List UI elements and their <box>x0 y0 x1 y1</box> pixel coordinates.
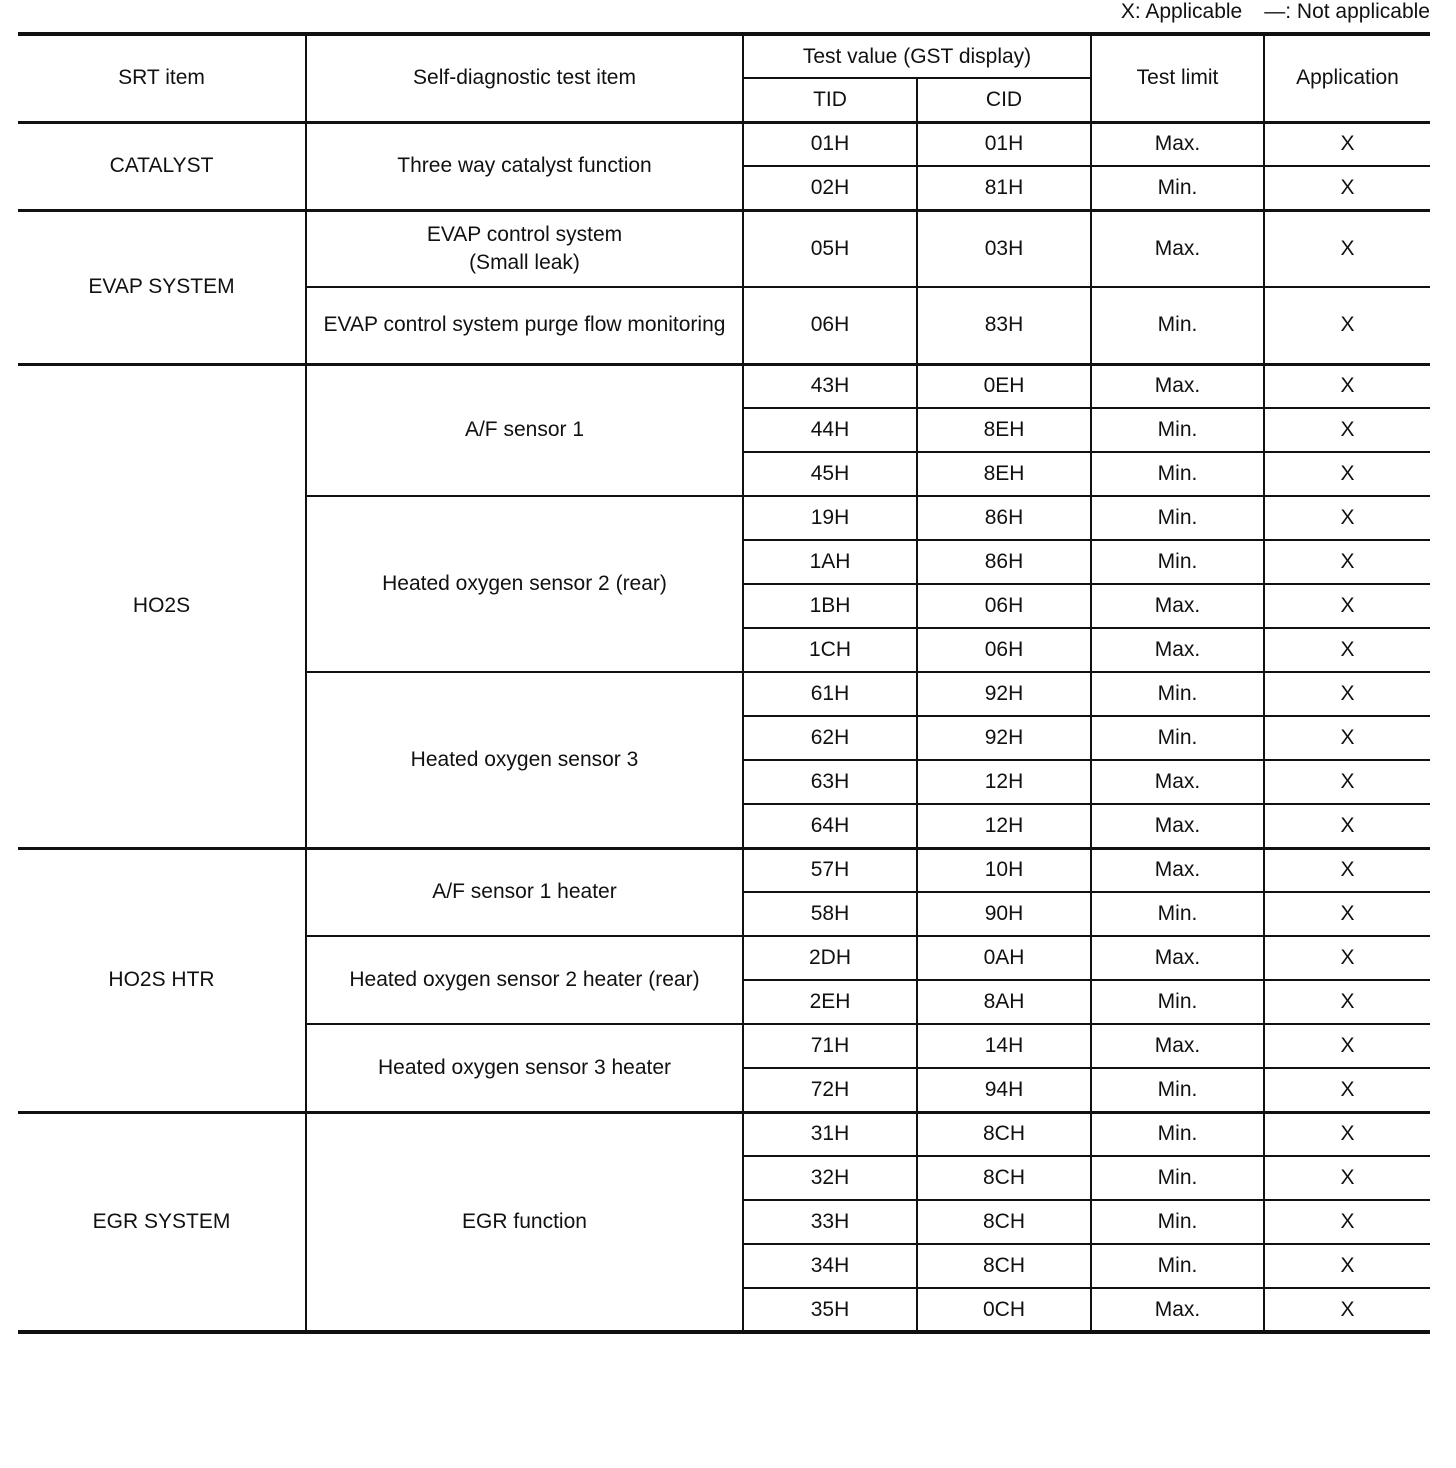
cid-cell: 0CH <box>917 1288 1091 1332</box>
application-cell: X <box>1264 408 1430 452</box>
cid-cell: 8AH <box>917 980 1091 1024</box>
cid-cell: 12H <box>917 760 1091 804</box>
srt-item-cell: HO2S <box>18 364 306 848</box>
tid-cell: 61H <box>743 672 917 716</box>
tid-cell: 64H <box>743 804 917 848</box>
cid-cell: 94H <box>917 1068 1091 1112</box>
application-cell: X <box>1264 166 1430 210</box>
test-limit-cell: Max. <box>1091 936 1264 980</box>
test-limit-cell: Max. <box>1091 584 1264 628</box>
application-cell: X <box>1264 936 1430 980</box>
application-cell: X <box>1264 1068 1430 1112</box>
table-row <box>18 848 1430 892</box>
tid-cell: 19H <box>743 496 917 540</box>
srt-item-cell: EGR SYSTEM <box>18 1112 306 1332</box>
application-cell: X <box>1264 287 1430 364</box>
tid-cell: 44H <box>743 408 917 452</box>
application-cell: X <box>1264 1156 1430 1200</box>
tid-cell: 62H <box>743 716 917 760</box>
legend-applicable: X: Applicable <box>1120 0 1243 23</box>
test-limit-cell: Max. <box>1091 1024 1264 1068</box>
srt-item-cell: CATALYST <box>18 122 306 210</box>
test-limit-cell: Max. <box>1091 804 1264 848</box>
application-cell: X <box>1264 848 1430 892</box>
test-item-cell: Three way catalyst function <box>306 122 743 210</box>
tid-cell: 1AH <box>743 540 917 584</box>
application-cell: X <box>1264 716 1430 760</box>
tid-cell: 01H <box>743 122 917 166</box>
test-item-cell: A/F sensor 1 <box>306 364 743 496</box>
tid-cell: 35H <box>743 1288 917 1332</box>
cid-cell: 90H <box>917 892 1091 936</box>
application-cell: X <box>1264 122 1430 166</box>
tid-cell: 02H <box>743 166 917 210</box>
test-limit-cell: Min. <box>1091 716 1264 760</box>
header-test-limit: Test limit <box>1091 34 1264 122</box>
application-cell: X <box>1264 1200 1430 1244</box>
test-limit-cell: Max. <box>1091 760 1264 804</box>
table-row <box>18 122 1430 166</box>
tid-cell: 58H <box>743 892 917 936</box>
table-row <box>18 210 1430 287</box>
legend-not-applicable: —: Not applicable <box>1264 0 1430 23</box>
test-item-cell: Heated oxygen sensor 3 <box>306 672 743 848</box>
header-test-value: Test value (GST display) <box>743 34 1091 78</box>
application-cell: X <box>1264 210 1430 287</box>
tid-cell: 32H <box>743 1156 917 1200</box>
cid-cell: 06H <box>917 628 1091 672</box>
cid-cell: 92H <box>917 672 1091 716</box>
tid-cell: 34H <box>743 1244 917 1288</box>
cid-cell: 8EH <box>917 452 1091 496</box>
cid-cell: 92H <box>917 716 1091 760</box>
application-cell: X <box>1264 1112 1430 1156</box>
test-item-cell: Heated oxygen sensor 3 heater <box>306 1024 743 1112</box>
test-item-cell: Heated oxygen sensor 2 (rear) <box>306 496 743 672</box>
application-cell: X <box>1264 628 1430 672</box>
cid-cell: 06H <box>917 584 1091 628</box>
test-limit-cell: Min. <box>1091 1068 1264 1112</box>
header-self-diagnostic-test-item: Self-diagnostic test item <box>306 34 743 122</box>
cid-cell: 8CH <box>917 1244 1091 1288</box>
test-limit-cell: Min. <box>1091 1200 1264 1244</box>
header-srt-item: SRT item <box>18 34 306 122</box>
test-limit-cell: Max. <box>1091 628 1264 672</box>
application-cell: X <box>1264 364 1430 408</box>
application-cell: X <box>1264 452 1430 496</box>
srt-table <box>18 32 1430 1334</box>
cid-cell: 86H <box>917 540 1091 584</box>
test-limit-cell: Max. <box>1091 848 1264 892</box>
application-cell: X <box>1264 496 1430 540</box>
tid-cell: 2EH <box>743 980 917 1024</box>
cid-cell: 8CH <box>917 1112 1091 1156</box>
table-row <box>18 1112 1430 1156</box>
application-cell: X <box>1264 804 1430 848</box>
tid-cell: 06H <box>743 287 917 364</box>
application-cell: X <box>1264 892 1430 936</box>
application-cell: X <box>1264 1024 1430 1068</box>
cid-cell: 8CH <box>917 1156 1091 1200</box>
table-row <box>18 364 1430 408</box>
cid-cell: 0EH <box>917 364 1091 408</box>
application-cell: X <box>1264 760 1430 804</box>
test-limit-cell: Min. <box>1091 1156 1264 1200</box>
cid-cell: 0AH <box>917 936 1091 980</box>
test-item-cell: Heated oxygen sensor 2 heater (rear) <box>306 936 743 1024</box>
test-limit-cell: Min. <box>1091 980 1264 1024</box>
tid-cell: 31H <box>743 1112 917 1156</box>
application-cell: X <box>1264 980 1430 1024</box>
test-limit-cell: Min. <box>1091 892 1264 936</box>
test-limit-cell: Min. <box>1091 540 1264 584</box>
test-item-cell: A/F sensor 1 heater <box>306 848 743 936</box>
tid-cell: 63H <box>743 760 917 804</box>
cid-cell: 10H <box>917 848 1091 892</box>
table-body <box>18 122 1430 1332</box>
tid-cell: 1CH <box>743 628 917 672</box>
header-application: Application <box>1264 34 1430 122</box>
test-limit-cell: Max. <box>1091 1288 1264 1332</box>
test-limit-cell: Min. <box>1091 166 1264 210</box>
tid-cell: 05H <box>743 210 917 287</box>
tid-cell: 71H <box>743 1024 917 1068</box>
test-item-cell: EVAP control system purge flow monitoring <box>306 287 743 364</box>
test-limit-cell: Max. <box>1091 122 1264 166</box>
cid-cell: 83H <box>917 287 1091 364</box>
tid-cell: 43H <box>743 364 917 408</box>
cid-cell: 01H <box>917 122 1091 166</box>
test-item-cell: EVAP control system (Small leak) <box>306 210 743 287</box>
application-cell: X <box>1264 584 1430 628</box>
test-limit-cell: Max. <box>1091 364 1264 408</box>
application-cell: X <box>1264 1288 1430 1332</box>
application-cell: X <box>1264 1244 1430 1288</box>
cid-cell: 14H <box>917 1024 1091 1068</box>
header-tid: TID <box>743 78 917 122</box>
test-limit-cell: Min. <box>1091 408 1264 452</box>
test-limit-cell: Min. <box>1091 1244 1264 1288</box>
test-limit-cell: Min. <box>1091 1112 1264 1156</box>
tid-cell: 72H <box>743 1068 917 1112</box>
tid-cell: 1BH <box>743 584 917 628</box>
cid-cell: 12H <box>917 804 1091 848</box>
tid-cell: 33H <box>743 1200 917 1244</box>
cid-cell: 81H <box>917 166 1091 210</box>
srt-item-cell: HO2S HTR <box>18 848 306 1112</box>
test-limit-cell: Min. <box>1091 672 1264 716</box>
test-limit-cell: Min. <box>1091 287 1264 364</box>
cid-cell: 8CH <box>917 1200 1091 1244</box>
test-item-cell: EGR function <box>306 1112 743 1332</box>
legend <box>1121 0 1430 24</box>
tid-cell: 57H <box>743 848 917 892</box>
table-header <box>18 34 1430 122</box>
cid-cell: 8EH <box>917 408 1091 452</box>
test-limit-cell: Min. <box>1091 496 1264 540</box>
application-cell: X <box>1264 540 1430 584</box>
tid-cell: 2DH <box>743 936 917 980</box>
header-cid: CID <box>917 78 1091 122</box>
cid-cell: 03H <box>917 210 1091 287</box>
test-limit-cell: Max. <box>1091 210 1264 287</box>
tid-cell: 45H <box>743 452 917 496</box>
cid-cell: 86H <box>917 496 1091 540</box>
test-limit-cell: Min. <box>1091 452 1264 496</box>
srt-item-cell: EVAP SYSTEM <box>18 210 306 364</box>
application-cell: X <box>1264 672 1430 716</box>
